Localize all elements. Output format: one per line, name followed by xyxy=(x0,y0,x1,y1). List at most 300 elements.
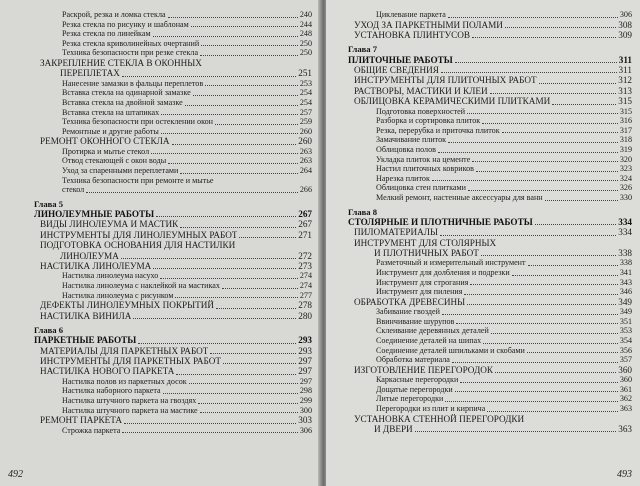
toc-entry-title: Ремонтные и другие работы xyxy=(62,126,159,136)
dot-leader xyxy=(168,17,298,18)
toc-entry-title: Обработка материала xyxy=(376,355,450,365)
toc-page-number: 356 xyxy=(619,345,632,355)
toc-page-number: 313 xyxy=(618,85,632,96)
toc-entry[interactable] xyxy=(348,287,632,297)
toc-entry-title: Замачивание плиток xyxy=(376,135,447,145)
toc-entry-title: Строжка паркета xyxy=(62,425,121,435)
toc-entry-title: Циклевание паркета xyxy=(376,10,446,19)
toc-entry-title: ЛИНОЛЕУМА xyxy=(60,250,119,261)
dot-leader xyxy=(124,423,296,424)
toc-entry[interactable] xyxy=(348,227,632,237)
toc-page-number: 351 xyxy=(619,316,632,326)
toc-entry-title: ПИЛОМАТЕРИАЛЫ xyxy=(354,227,438,238)
dot-leader xyxy=(153,36,298,37)
toc-page-number: 306 xyxy=(299,425,312,435)
toc-page-number: 326 xyxy=(619,183,632,193)
toc-entry[interactable] xyxy=(348,193,632,203)
dot-leader xyxy=(180,227,296,228)
dot-leader xyxy=(470,284,617,285)
toc-entry[interactable] xyxy=(34,166,312,176)
dot-leader xyxy=(448,142,618,143)
toc-page-number: 349 xyxy=(618,296,632,307)
toc-entry-title: Резка стекла по линейкам xyxy=(62,29,151,39)
toc-entry[interactable] xyxy=(34,366,312,376)
toc-entry[interactable] xyxy=(34,29,312,39)
dot-leader xyxy=(161,133,298,134)
toc-entry[interactable] xyxy=(34,219,312,229)
dot-leader xyxy=(481,255,616,256)
dot-leader xyxy=(198,403,298,404)
toc-entry-title: ИЗГОТОВЛЕНИЕ ПЕРЕГОРОДОК xyxy=(354,364,493,375)
chapter-title-entry[interactable] xyxy=(348,55,632,65)
toc-entry-title: Вставка стекла на штапиках xyxy=(62,107,160,117)
toc-entry[interactable] xyxy=(34,415,312,425)
toc-entry[interactable] xyxy=(34,251,312,261)
chapter-number: Глава 5 xyxy=(34,198,63,209)
toc-page-number: 293 xyxy=(298,345,312,356)
dot-leader xyxy=(153,268,296,269)
dot-leader xyxy=(442,314,618,315)
toc-page-number: 250 xyxy=(299,38,312,48)
toc-entry-title: Каркасные перегородки xyxy=(376,375,459,385)
toc-entry[interactable] xyxy=(348,268,632,278)
dot-leader xyxy=(200,55,298,56)
toc-entry-title: Инструмент для пиления xyxy=(376,287,463,297)
dot-leader xyxy=(502,132,618,133)
toc-entry-title: Настилка полов из паркетных досок xyxy=(62,376,187,386)
toc-entry-title: Нанесение замазки в фальцы переплетов xyxy=(62,78,204,88)
toc-entry-title: ИНСТРУМЕНТЫ ДЛЯ ПАРКЕТНЫХ РАБОТ xyxy=(40,355,221,366)
toc-entry-title: Раскрой, резка и ломка стекла xyxy=(62,10,166,19)
toc-page-number: 250 xyxy=(299,48,312,58)
toc-page-number: 263 xyxy=(299,156,312,166)
toc-page-number: 300 xyxy=(299,405,312,415)
toc-entry[interactable] xyxy=(34,156,312,166)
toc-entry[interactable] xyxy=(34,185,312,195)
toc-entry[interactable] xyxy=(34,300,312,310)
toc-entry[interactable] xyxy=(34,377,312,387)
toc-page-number: 318 xyxy=(619,135,632,145)
toc-page-number: 363 xyxy=(618,423,632,434)
toc-entry[interactable] xyxy=(348,365,632,375)
toc-page-number: 308 xyxy=(618,19,632,30)
toc-entry-title: РЕМОНТ ОКОННОГО СТЕКЛА xyxy=(40,136,170,147)
toc-entry[interactable] xyxy=(34,291,312,301)
toc-entry-title: И ПЛОТНИЧНЫХ РАБОТ xyxy=(374,248,479,258)
toc-entry[interactable] xyxy=(348,326,632,336)
toc-entry-title: ОБЩИЕ СВЕДЕНИЯ xyxy=(354,65,439,76)
toc-page-number: 330 xyxy=(619,192,632,202)
toc-entry[interactable] xyxy=(34,10,312,20)
page-number-right: 493 xyxy=(617,469,632,480)
toc-entry-title: Настилка линолеума с наклейкой на мастиках xyxy=(62,280,220,290)
toc-entry[interactable] xyxy=(348,317,632,327)
toc-entry[interactable] xyxy=(34,108,312,118)
toc-entry-title: Уход за спаренными переплетами xyxy=(62,165,179,175)
toc-page-number: 361 xyxy=(619,384,632,394)
toc-entry-title: Настилка наборного паркета xyxy=(62,386,161,396)
toc-page-number: 278 xyxy=(298,300,312,311)
toc-page-number: 334 xyxy=(618,227,632,238)
toc-entry-title: Техника безопасности при остеклении окон xyxy=(62,117,213,127)
toc-heading-line: ИНСТРУМЕНТ ДЛЯ СТОЛЯРНЫХ xyxy=(354,237,497,248)
dot-leader xyxy=(438,152,618,153)
toc-entry-title: СТОЛЯРНЫЕ И ПЛОТНИЧНЫЕ РАБОТЫ xyxy=(348,216,533,227)
toc-entry[interactable] xyxy=(348,65,632,75)
dot-leader xyxy=(122,76,296,77)
toc-entry[interactable] xyxy=(348,346,632,356)
toc-page-number: 267 xyxy=(298,219,312,230)
dot-leader xyxy=(535,224,616,225)
toc-entry[interactable] xyxy=(348,155,632,165)
toc-entry[interactable] xyxy=(348,404,632,414)
dot-leader xyxy=(455,391,618,392)
toc-page-number: 324 xyxy=(619,173,632,183)
toc-entry-title: НАСТИЛКА ВИНИЛА xyxy=(40,310,132,321)
toc-entry-title: Мелкий ремонт, настенные аксессуары для ванн xyxy=(376,192,543,202)
toc-page-number: 341 xyxy=(619,268,632,277)
dot-leader xyxy=(156,216,296,217)
toc-entry[interactable] xyxy=(34,79,312,89)
dot-leader xyxy=(160,278,298,279)
toc-entry[interactable] xyxy=(34,39,312,49)
toc-entry[interactable] xyxy=(348,183,632,193)
dot-leader xyxy=(545,200,618,201)
toc-entry-title: ЛИНОЛЕУМНЫЕ РАБОТЫ xyxy=(34,208,155,219)
toc-entry-title: И ДВЕРИ xyxy=(374,423,413,434)
toc-heading-line: УСТАНОВКА СТЕННОЙ ПЕРЕГОРОДКИ xyxy=(354,413,525,424)
dot-leader xyxy=(456,323,618,324)
toc-entry[interactable] xyxy=(348,424,632,434)
toc-entry[interactable] xyxy=(34,386,312,396)
toc-entry[interactable] xyxy=(34,127,312,137)
toc-entry[interactable] xyxy=(348,394,632,404)
dot-leader xyxy=(415,431,617,432)
dot-leader xyxy=(161,114,298,115)
toc-entry[interactable] xyxy=(348,86,632,96)
toc-page-number: 277 xyxy=(299,290,312,300)
toc-entry[interactable] xyxy=(348,375,632,385)
toc-page-number: 253 xyxy=(299,78,312,88)
toc-page-number: 349 xyxy=(619,307,632,317)
toc-entry-title: Ввинчивание шурупов xyxy=(376,316,455,326)
toc-page-number: 254 xyxy=(299,88,312,98)
dot-leader xyxy=(455,62,617,63)
toc-entry[interactable] xyxy=(348,116,632,126)
dot-leader xyxy=(121,258,296,259)
toc-entry-title: Инструмент для строгания xyxy=(376,277,469,287)
toc-page-number: 309 xyxy=(618,30,632,40)
toc-entry-title: Техника безопасности при резке стекла xyxy=(62,48,199,58)
toc-entry-title: НАСТИЛКА ЛИНОЛЕУМА xyxy=(40,260,152,271)
dot-leader xyxy=(467,304,616,305)
toc-entry-title: Резка стекла по рисунку и шаблонам xyxy=(62,19,189,29)
toc-entry-title: ПЛИТОЧНЫЕ РАБОТЫ xyxy=(348,54,453,65)
toc-entry-title: Облицовка полов xyxy=(376,145,436,155)
toc-entry-title: Настил плиточных ковриков xyxy=(376,164,474,174)
toc-entry-title: Резка стекла криволинейных очертаний xyxy=(62,38,200,48)
toc-entry[interactable] xyxy=(348,145,632,155)
toc-entry[interactable] xyxy=(34,396,312,406)
toc-page-number: 360 xyxy=(618,364,632,375)
dot-leader xyxy=(168,163,298,164)
toc-page-number: 343 xyxy=(619,277,632,287)
toc-page-number: 319 xyxy=(619,145,632,155)
toc-page-number: 338 xyxy=(618,248,632,258)
dot-leader xyxy=(487,411,618,412)
toc-page-number: 254 xyxy=(299,97,312,107)
toc-entry-title: РАСТВОРЫ, МАСТИКИ И КЛЕИ xyxy=(354,85,488,96)
toc-page-number: 306 xyxy=(619,10,632,19)
toc-entry[interactable] xyxy=(348,297,632,307)
toc-entry[interactable] xyxy=(348,385,632,395)
toc-entry-title: стекол xyxy=(62,185,85,195)
toc-page-number: 272 xyxy=(298,250,312,261)
toc-entry[interactable] xyxy=(348,278,632,288)
dot-leader xyxy=(176,374,296,375)
dot-leader xyxy=(441,72,617,73)
toc-page-number: 297 xyxy=(298,366,312,377)
toc-entry-title: УХОД ЗА ПАРКЕТНЫМИ ПОЛАМИ xyxy=(354,19,503,30)
toc-entry-title: Протирка и мытье стекол xyxy=(62,146,150,156)
dot-leader xyxy=(432,180,618,181)
toc-entry[interactable] xyxy=(348,164,632,174)
toc-list-right xyxy=(348,10,632,434)
toc-entry-title: Склеивание деревянных деталей xyxy=(376,326,489,336)
toc-entry-title: ПЕРЕПЛЕТАХ xyxy=(60,68,120,79)
toc-page-number: 273 xyxy=(298,260,312,271)
dot-leader xyxy=(472,161,618,162)
dot-leader xyxy=(201,45,298,46)
dot-leader xyxy=(200,412,298,413)
toc-entry-title: Разборка и сортировка плиток xyxy=(376,116,481,126)
dot-leader xyxy=(490,93,617,94)
toc-entry-title: Соединение деталей на шипах xyxy=(376,335,482,345)
toc-entry[interactable] xyxy=(348,20,632,30)
toc-entry[interactable] xyxy=(348,126,632,136)
toc-page-number: 360 xyxy=(619,375,632,385)
dot-leader xyxy=(512,275,618,276)
toc-page-number: 259 xyxy=(299,117,312,127)
toc-entry[interactable] xyxy=(34,68,312,78)
toc-entry-title: ИНСТРУМЕНТЫ ДЛЯ ПЛИТОЧНЫХ РАБОТ xyxy=(354,75,537,86)
toc-entry-title: Вставка стекла на двойной замазке xyxy=(62,97,183,107)
toc-page-number: 317 xyxy=(619,125,632,135)
toc-entry[interactable] xyxy=(348,336,632,346)
dot-leader xyxy=(464,294,617,295)
toc-entry[interactable] xyxy=(34,311,312,321)
toc-page-number: 251 xyxy=(298,68,312,79)
toc-page-number: 274 xyxy=(299,280,312,290)
toc-entry-title: Инструмент для долбления и подрезки xyxy=(376,268,510,277)
toc-entry[interactable] xyxy=(34,281,312,291)
toc-entry-title: ОБЛИЦОВКА КЕРАМИЧЕСКИМИ ПЛИТКАМИ xyxy=(354,96,551,107)
toc-page-number: 311 xyxy=(618,54,632,65)
toc-page-number: 264 xyxy=(299,165,312,175)
toc-entry[interactable] xyxy=(34,48,312,58)
toc-page-number: 311 xyxy=(618,65,632,76)
toc-page-number: 271 xyxy=(298,229,312,240)
toc-page-number: 248 xyxy=(299,29,312,39)
toc-entry[interactable] xyxy=(34,230,312,240)
toc-entry-title: ИНСТРУМЕНТЫ ДЛЯ ЛИНОЛЕУМНЫХ РАБОТ xyxy=(40,229,238,240)
toc-page-number: 357 xyxy=(619,355,632,365)
dot-leader xyxy=(163,393,298,394)
dot-leader xyxy=(172,144,297,145)
toc-entry-title: Настилка штучного паркета на мастике xyxy=(62,405,198,415)
toc-entry[interactable] xyxy=(348,75,632,85)
toc-page-number: 266 xyxy=(299,185,312,195)
toc-heading-line: Техника безопасности при ремонте и мытье xyxy=(62,175,214,185)
toc-page-number: 346 xyxy=(619,287,632,297)
dot-leader xyxy=(223,363,296,364)
toc-entry[interactable] xyxy=(348,174,632,184)
toc-entry-title: Настилка линолеума с рисунком xyxy=(62,290,174,300)
toc-entry[interactable] xyxy=(34,117,312,127)
toc-entry-title: Перегородки из плит и кирпича xyxy=(376,403,486,413)
dot-leader xyxy=(440,235,616,236)
toc-entry[interactable] xyxy=(348,30,632,40)
dot-leader xyxy=(448,17,618,18)
toc-page-number: 298 xyxy=(299,386,312,396)
chapter-number: Глава 7 xyxy=(348,44,377,55)
chapter-title-entry[interactable] xyxy=(34,335,312,345)
toc-entry-title: Отвод стекающей с окон воды xyxy=(62,156,167,166)
toc-entry-title: Нарезка плиток xyxy=(376,173,430,183)
toc-page-number: 303 xyxy=(298,415,312,426)
dot-leader xyxy=(468,190,618,191)
toc-page-number: 320 xyxy=(619,154,632,164)
toc-page-number: 312 xyxy=(618,75,632,86)
dot-leader xyxy=(452,362,618,363)
dot-leader xyxy=(527,352,618,353)
toc-entry[interactable] xyxy=(348,248,632,258)
dot-leader xyxy=(460,382,618,383)
toc-entry-title: Настилка штучного паркета на гвоздях xyxy=(62,395,197,405)
toc-entry-title: РЕМОНТ ПАРКЕТА xyxy=(40,415,122,426)
toc-page-number: 274 xyxy=(299,271,312,281)
dot-leader xyxy=(482,123,618,124)
toc-entry[interactable] xyxy=(348,258,632,268)
dot-leader xyxy=(191,26,298,27)
dot-leader xyxy=(476,171,618,172)
toc-entry-title: МАТЕРИАЛЫ ДЛЯ ПАРКЕТНЫХ РАБОТ xyxy=(40,345,209,356)
toc-entry[interactable] xyxy=(34,356,312,366)
toc-entry-title: ОБРАБОТКА ДРЕВЕСИНЫ xyxy=(354,296,466,307)
dot-leader xyxy=(210,353,296,354)
toc-entry[interactable] xyxy=(348,10,632,20)
toc-entry-title: Укладка плиток на цементе xyxy=(376,154,471,164)
toc-entry-title: НАСТИЛКА НОВОГО ПАРКЕТА xyxy=(40,366,175,377)
toc-heading-line: ЗАКРЕПЛЕНИЕ СТЕКЛА В ОКОННЫХ xyxy=(40,57,202,68)
toc-entry[interactable] xyxy=(34,346,312,356)
toc-page-number: 338 xyxy=(619,258,632,268)
toc-entry-title: Соединение деталей шпильками и скобами xyxy=(376,345,525,355)
dot-leader xyxy=(495,372,616,373)
toc-entry-title: ПАРКЕТНЫЕ РАБОТЫ xyxy=(34,335,137,346)
dot-leader xyxy=(138,343,296,344)
toc-entry[interactable] xyxy=(34,20,312,30)
chapter-title-entry[interactable] xyxy=(34,209,312,219)
toc-entry[interactable] xyxy=(348,355,632,365)
toc-entry-title: Облицовка стен плитками xyxy=(376,183,466,193)
toc-entry[interactable] xyxy=(34,136,312,146)
dot-leader xyxy=(86,192,298,193)
toc-entry[interactable] xyxy=(34,271,312,281)
toc-page-number: 354 xyxy=(619,335,632,345)
toc-page-number: 280 xyxy=(298,310,312,321)
toc-page-number: 316 xyxy=(619,116,632,126)
toc-page-number: 299 xyxy=(299,395,312,405)
toc-page-number: 263 xyxy=(299,146,312,156)
chapter-number: Глава 6 xyxy=(34,324,63,335)
toc-entry-title: Забивание гвоздей xyxy=(376,307,440,317)
dot-leader xyxy=(467,113,618,114)
toc-page-number: 315 xyxy=(619,106,632,116)
dot-leader xyxy=(185,105,298,106)
dot-leader xyxy=(216,308,296,309)
toc-entry[interactable] xyxy=(34,147,312,157)
toc-page-number: 260 xyxy=(298,136,312,147)
page-number-left: 492 xyxy=(8,469,23,480)
toc-entry-title: Резка, перерубка и приточка плиток xyxy=(376,125,500,135)
toc-entry[interactable] xyxy=(34,426,312,436)
toc-entry[interactable] xyxy=(34,261,312,271)
toc-entry-title: Литые перегородки xyxy=(376,394,444,404)
toc-entry-title: ДЕФЕКТЫ ЛИНОЛЕУМНЫХ ПОКРЫТИЙ xyxy=(40,300,214,311)
toc-page-number: 297 xyxy=(298,355,312,366)
dot-leader xyxy=(175,297,297,298)
toc-page-number: 334 xyxy=(618,216,632,227)
dot-leader xyxy=(205,85,298,86)
toc-entry[interactable] xyxy=(348,307,632,317)
toc-entry-title: УСТАНОВКА ПЛИНТУСОВ xyxy=(354,30,471,40)
toc-entry-title: Разметочный и измерительный инструмент xyxy=(376,258,526,268)
dot-leader xyxy=(539,83,617,84)
toc-page-number: 267 xyxy=(298,208,312,219)
toc-page-number: 362 xyxy=(619,394,632,404)
dot-leader xyxy=(151,153,298,154)
right-page xyxy=(326,0,640,486)
toc-entry[interactable] xyxy=(34,98,312,108)
dot-leader xyxy=(491,333,618,334)
toc-entry-title: Дощатые перегородки xyxy=(376,384,453,394)
toc-page-number: 323 xyxy=(619,164,632,174)
toc-entry[interactable] xyxy=(348,135,632,145)
toc-page-number: 363 xyxy=(619,403,632,413)
chapter-number: Глава 8 xyxy=(348,206,377,217)
toc-page-number: 297 xyxy=(299,376,312,386)
dot-leader xyxy=(472,37,616,38)
dot-leader xyxy=(528,265,618,266)
toc-entry[interactable] xyxy=(34,88,312,98)
toc-page-number: 240 xyxy=(299,10,312,19)
toc-page-number: 260 xyxy=(299,126,312,136)
dot-leader xyxy=(483,343,618,344)
dot-leader xyxy=(239,237,296,238)
dot-leader xyxy=(215,124,298,125)
toc-entry[interactable] xyxy=(34,406,312,416)
toc-entry[interactable] xyxy=(348,96,632,106)
toc-entry-title: Вставка стекла на одинарной замазке xyxy=(62,88,191,98)
dot-leader xyxy=(122,432,298,433)
toc-page-number: 353 xyxy=(619,326,632,336)
toc-entry[interactable] xyxy=(348,107,632,117)
dot-leader xyxy=(552,104,616,105)
toc-heading-line: ПОДГОТОВКА ОСНОВАНИЯ ДЛЯ НАСТИЛКИ xyxy=(40,240,236,251)
chapter-title-entry[interactable] xyxy=(348,217,632,227)
dot-leader xyxy=(222,288,298,289)
